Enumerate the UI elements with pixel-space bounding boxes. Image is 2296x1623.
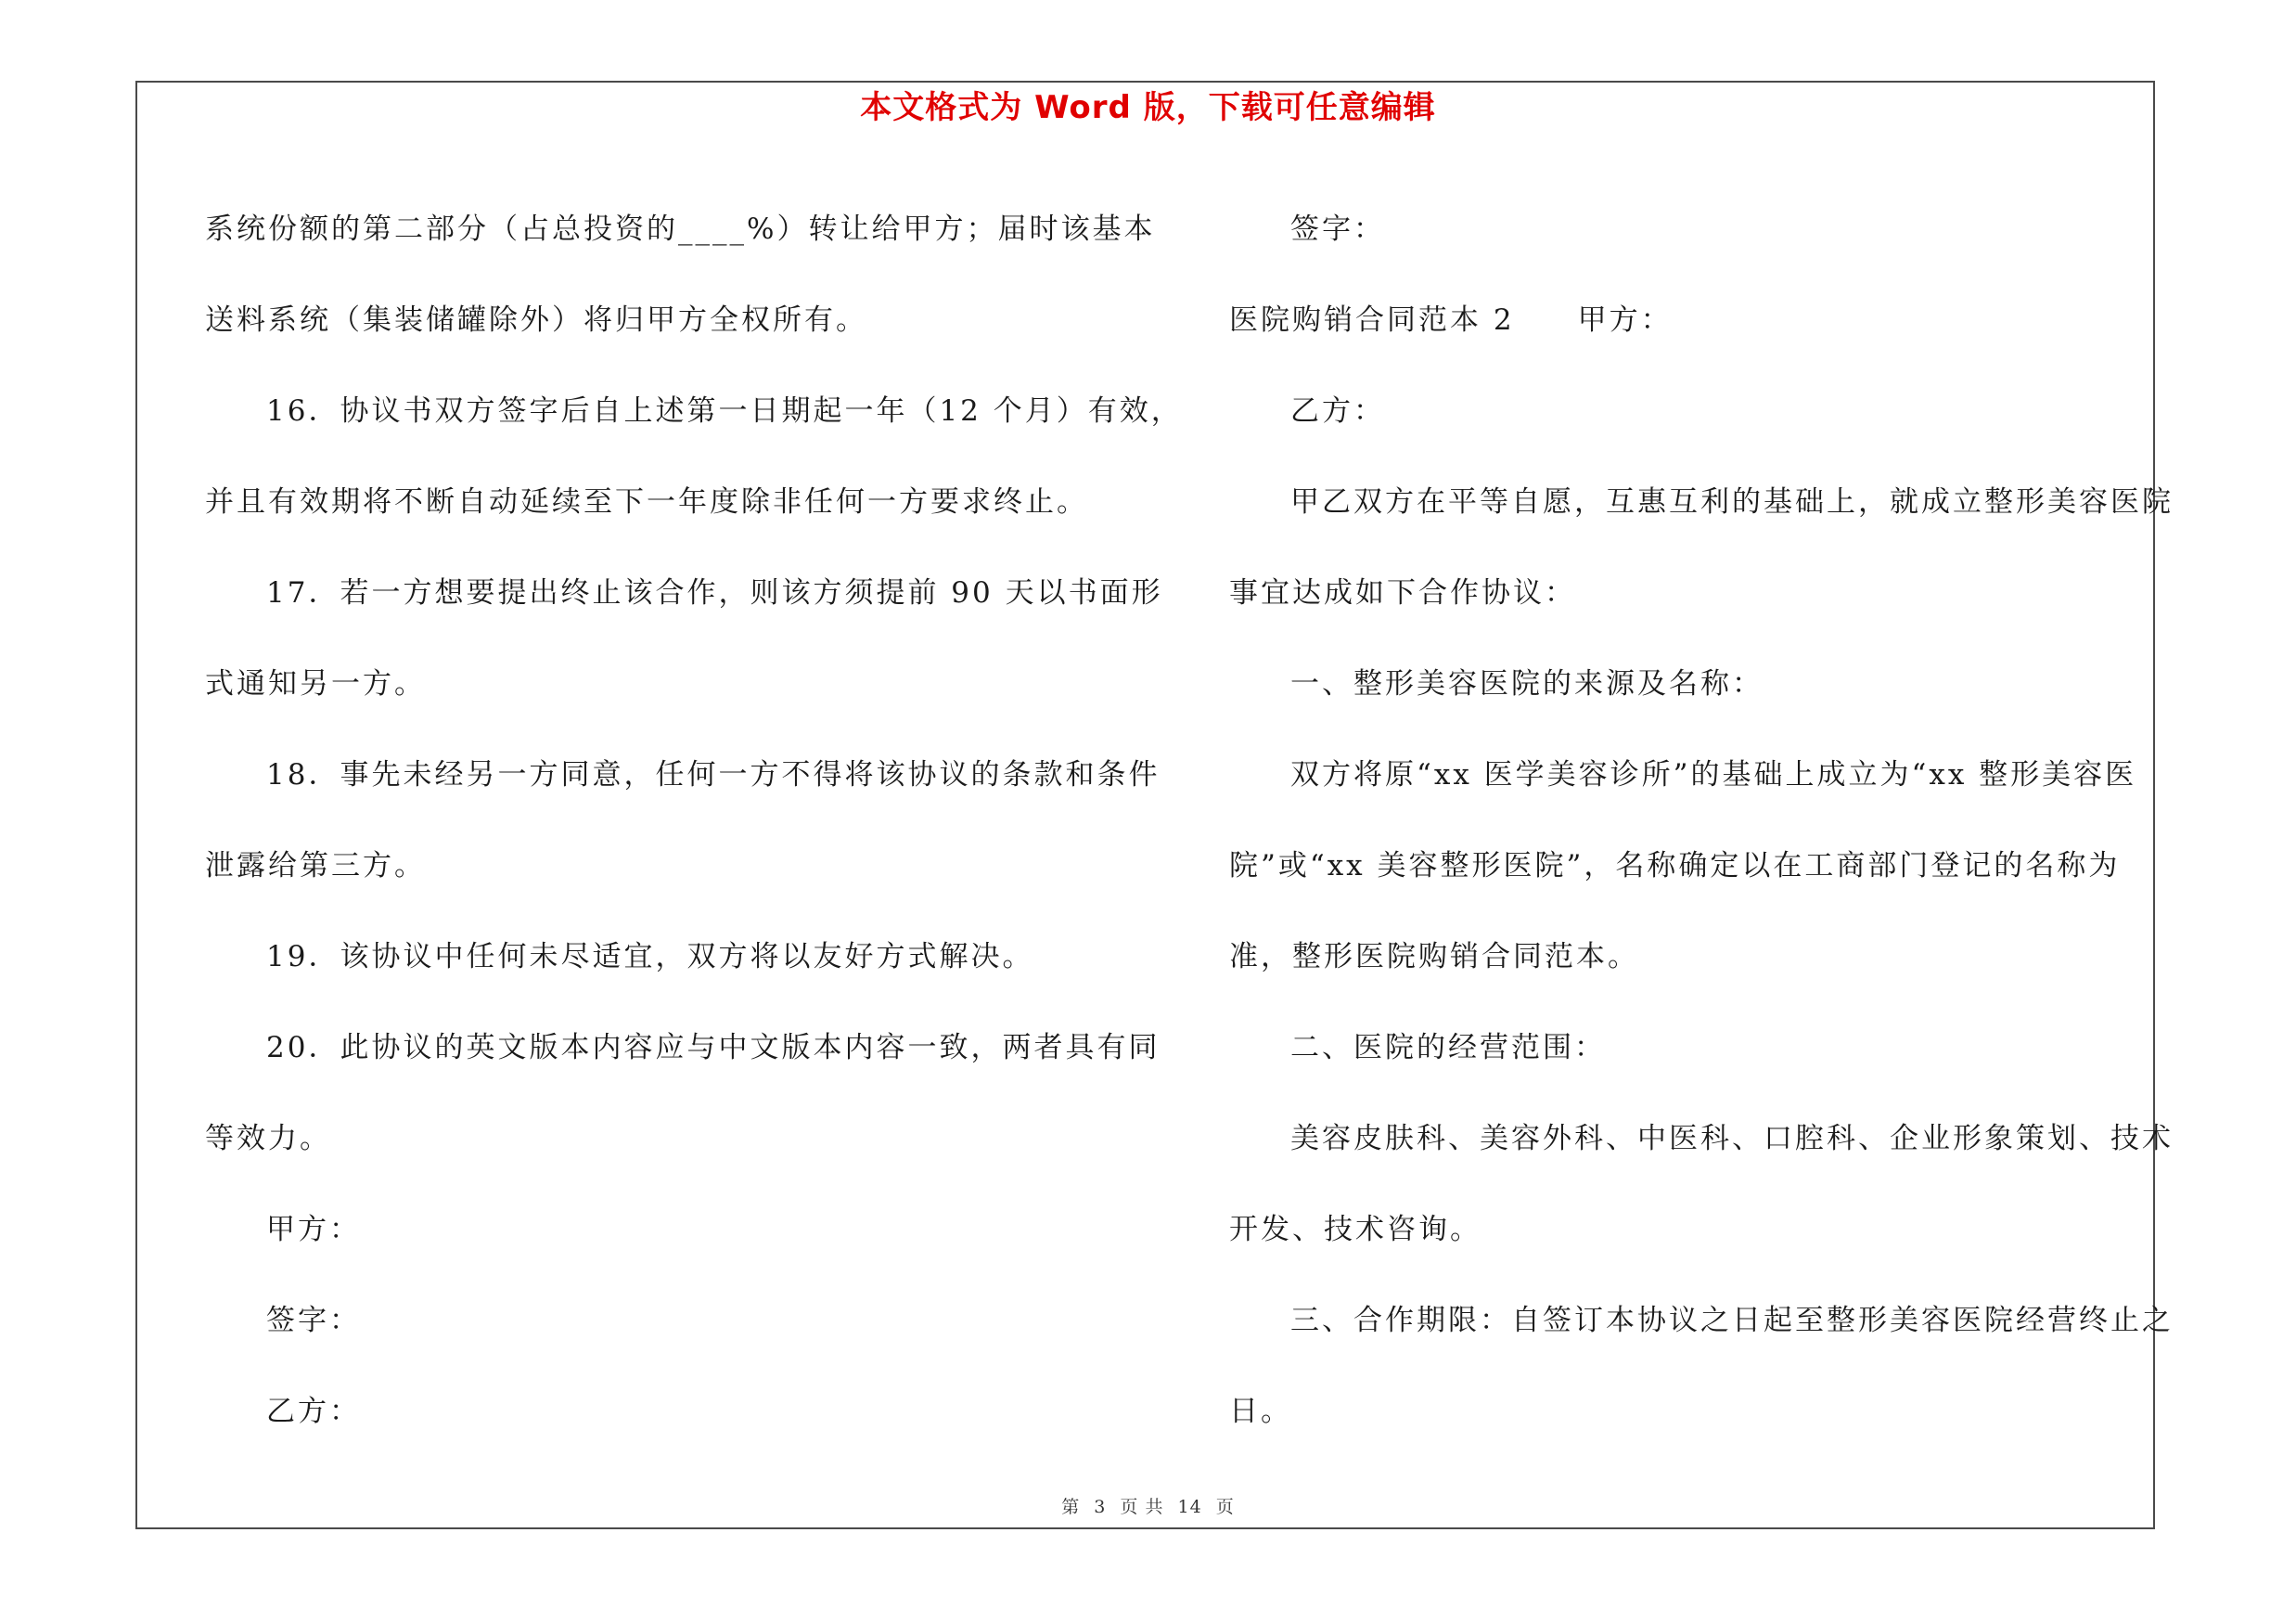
section-heading: 一、整形美容医院的来源及名称：	[1290, 667, 1764, 701]
paragraph-line: 17．若一方想要提出终止该合作，则该方须提前 90 天以书面形	[266, 576, 1163, 610]
contract-heading: 医院购销合同范本 2 甲方：	[1229, 303, 1673, 337]
signature-label: 签字：	[266, 1304, 361, 1337]
page-number-footer	[0, 1493, 2296, 1518]
left-text-column	[205, 184, 1183, 1457]
paragraph-line: 院”或“xx 美容整形医院”，名称确定以在工商部门登记的名称为	[1229, 849, 2121, 882]
page-label-mid: 页 共	[1120, 1497, 1164, 1517]
format-notice-banner: 本文格式为 Word 版，下载可任意编辑	[860, 89, 1436, 126]
paragraph-line: 开发、技术咨询。	[1229, 1213, 1481, 1246]
party-b-label: 乙方：	[266, 1395, 361, 1428]
paragraph-line: 18．事先未经另一方同意，任何一方不得将该协议的条款和条件	[266, 758, 1161, 792]
section-heading: 三、合作期限：自签订本协议之日起至整形美容医院经营终止之	[1290, 1304, 2174, 1337]
paragraph-line: 系统份额的第二部分（占总投资的____%）转让给甲方；届时该基本	[205, 213, 1156, 246]
paragraph-line: 送料系统（集装储罐除外）将归甲方全权所有。	[205, 303, 867, 337]
signature-label: 签字：	[1290, 213, 1385, 246]
paragraph-line: 式通知另一方。	[205, 667, 426, 701]
section-heading: 二、医院的经营范围：	[1290, 1031, 1606, 1064]
paragraph-line: 等效力。	[205, 1122, 331, 1155]
page-label-suffix: 页	[1215, 1497, 1235, 1517]
paragraph-line: 并且有效期将不断自动延续至下一年度除非任何一方要求终止。	[205, 485, 1088, 519]
current-page-number: 3	[1094, 1497, 1107, 1517]
paragraph-line: 16．协议书双方签字后自上述第一日期起一年（12 个月）有效，	[266, 394, 1183, 428]
paragraph-line: 准，整形医院购销合同范本。	[1229, 940, 1639, 973]
paragraph-line: 20．此协议的英文版本内容应与中文版本内容一致，两者具有同	[266, 1031, 1161, 1064]
right-text-column	[1229, 184, 2174, 1457]
paragraph-line: 日。	[1229, 1395, 1292, 1428]
page-label-prefix: 第	[1061, 1497, 1081, 1517]
paragraph-line: 双方将原“xx 医学美容诊所”的基础上成立为“xx 整形美容医	[1290, 758, 2137, 792]
paragraph-line: 甲乙双方在平等自愿，互惠互利的基础上，就成立整形美容医院	[1290, 485, 2174, 519]
paragraph-line: 19．该协议中任何未尽适宜，双方将以友好方式解决。	[266, 940, 1034, 973]
paragraph-line: 事宜达成如下合作协议：	[1229, 576, 1576, 610]
paragraph-line: 泄露给第三方。	[205, 849, 426, 882]
total-page-count: 14	[1177, 1497, 1202, 1517]
paragraph-line: 美容皮肤科、美容外科、中医科、口腔科、企业形象策划、技术	[1290, 1122, 2174, 1155]
party-a-label: 甲方：	[266, 1213, 361, 1246]
party-b-label: 乙方：	[1290, 394, 1385, 428]
